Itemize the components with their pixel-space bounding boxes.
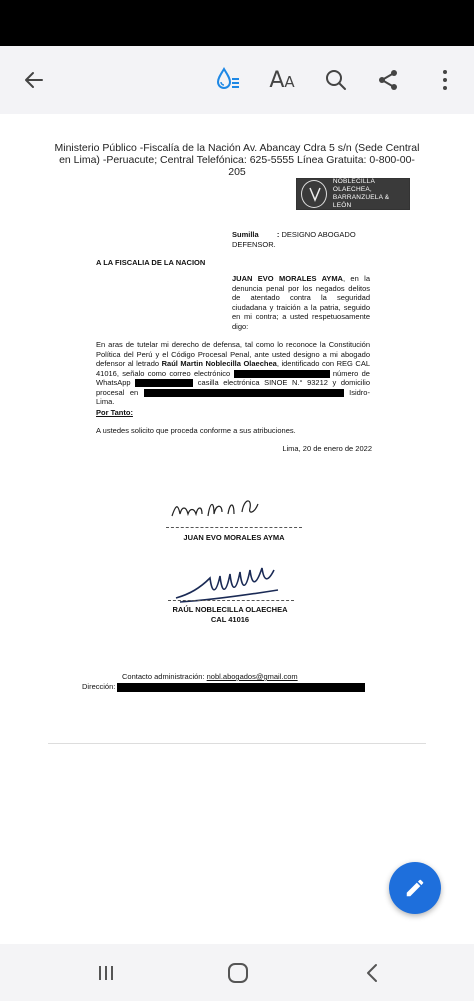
- more-options-button[interactable]: [430, 46, 460, 114]
- more-vertical-icon: [442, 69, 448, 91]
- signature-1-line: [166, 527, 302, 528]
- intro-paragraph: [232, 274, 370, 331]
- body-part-1: En aras de tutelar mi derecho de defensa, tal como lo reconoce la Constitución Política del Perú y el Código Procesal Penal, ante usted designo a mi abogado defensor al letrado: [96, 340, 370, 368]
- edit-pencil-icon: [404, 877, 426, 899]
- sumilla-separator: :: [276, 230, 280, 239]
- request-text: A ustedes solicito que proceda conforme a sus atribuciones.: [96, 426, 296, 435]
- system-navigation-bar: [0, 944, 474, 1001]
- body-paragraph: [96, 340, 370, 407]
- viewer-toolbar: [0, 46, 474, 114]
- address-label: Dirección:: [82, 682, 116, 691]
- status-bar: [0, 0, 474, 46]
- logo-line-2: NOBLECILLA OLAECHEA,: [332, 178, 375, 193]
- redacted-direccion: [117, 683, 365, 692]
- signer-2-block: [160, 605, 300, 624]
- lawyer-name: Raúl Martin Noblecilla Olaechea: [161, 359, 277, 368]
- text-size-button[interactable]: [262, 46, 302, 114]
- home-button[interactable]: [208, 944, 268, 1001]
- share-button[interactable]: [368, 46, 408, 114]
- date-text: Lima, 20 de enero de 2022: [282, 444, 372, 453]
- search-button[interactable]: [316, 46, 356, 114]
- reading-mode-button[interactable]: [206, 46, 250, 114]
- recent-apps-button[interactable]: [76, 944, 136, 1001]
- body-part-5: Isidro-Lima.: [96, 387, 370, 406]
- logo-line-4: PENAL / CORPORATIVO: [332, 210, 394, 216]
- addressee: A LA FISCALIA DE LA NACION: [96, 258, 206, 267]
- arrow-left-icon: [22, 68, 46, 92]
- body-part-2: , identificado con REG CAL 41016, señalo como correo electrónico: [96, 359, 370, 378]
- contact-label: Contacto administración:: [122, 672, 205, 681]
- signer-2-cal: CAL 41016: [210, 614, 250, 624]
- sumilla-value: DESIGNO ABOGADO DEFENSOR.: [232, 230, 356, 249]
- sumilla-block: [232, 230, 372, 249]
- signer-1-name: JUAN EVO MORALES AYMA: [183, 533, 285, 542]
- nav-back-icon: [365, 963, 379, 983]
- page-divider: [48, 743, 426, 744]
- signer-2-name: RAÚL NOBLECILLA OLAECHEA: [172, 605, 288, 614]
- signature-2-line: [168, 600, 294, 601]
- address-line: [82, 682, 372, 692]
- document-page: [0, 114, 474, 944]
- document-header: Ministerio Público -Fiscalía de la Nación Av. Abancay Cdra 5 s/n (Sede Central en Lima) -Peruacute; Central Telefónica: 625-5555 Línea Gratuita: 0-800-00-205: [54, 142, 420, 178]
- body-part-4: casilla electrónica SINOE N.° 93212 y domicilio procesal en: [96, 378, 371, 397]
- text-size-label: AA: [269, 67, 295, 93]
- redacted-email: [234, 370, 330, 378]
- por-tanto-heading: Por Tanto:: [96, 408, 133, 417]
- home-icon: [227, 962, 249, 984]
- intro-text: , en la denuncia penal por los negados delitos de atentado contra la seguridad ciudadana y traición a la patria, seguido en mi contra; a usted respetuosamente digo:: [232, 274, 370, 331]
- logo-emblem-icon: [301, 180, 327, 208]
- search-icon: [324, 68, 348, 92]
- signature-1-image: [168, 494, 268, 524]
- sumilla-label: Sumilla: [232, 230, 259, 239]
- body-part-3: número de WhatsApp: [96, 368, 370, 387]
- recent-apps-icon: [97, 964, 115, 982]
- nav-back-button[interactable]: [342, 944, 402, 1001]
- back-button[interactable]: [12, 46, 56, 114]
- redacted-whatsapp: [135, 379, 193, 387]
- logo-line-1: ESTUDIO: [332, 172, 357, 178]
- share-icon: [376, 68, 400, 92]
- logo-line-3: BARRANZUELA & LEÓN: [332, 194, 390, 209]
- edit-fab-button[interactable]: [389, 862, 441, 914]
- petitioner-name: JUAN EVO MORALES AYMA: [232, 274, 343, 283]
- contact-line: [122, 672, 372, 682]
- contact-email-link[interactable]: nobl.abogados@gmail.com: [206, 672, 298, 681]
- water-drop-text-icon: [214, 66, 242, 94]
- redacted-address: [144, 389, 344, 397]
- law-firm-logo: [296, 172, 410, 216]
